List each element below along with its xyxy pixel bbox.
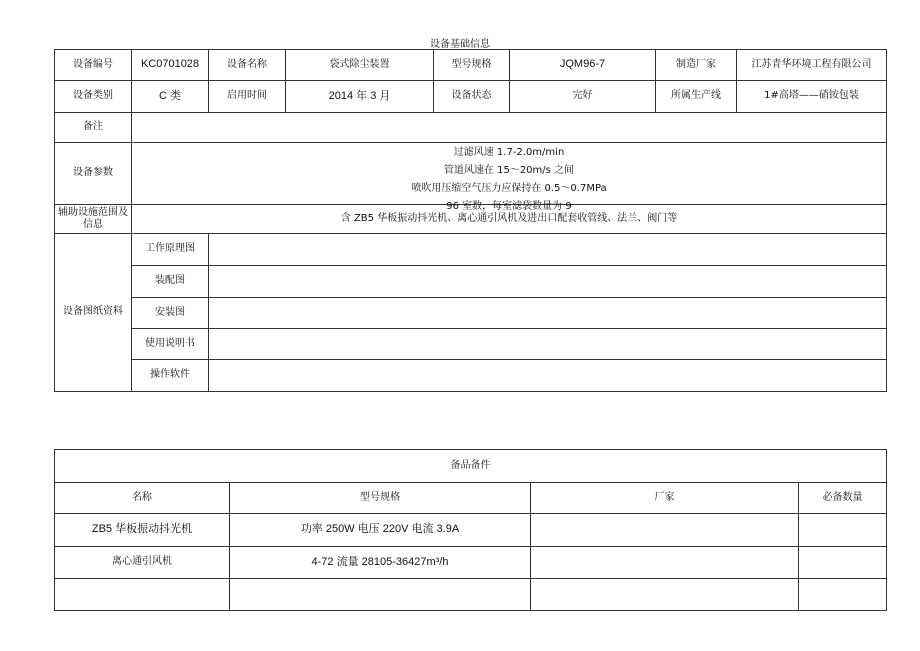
drawing-label-software: 操作软件	[132, 360, 209, 392]
spare-name: 离心通引风机	[55, 547, 230, 579]
value-remark	[132, 113, 887, 143]
equipment-basic-info-table	[54, 49, 887, 392]
label-model-spec: 型号规格	[434, 50, 510, 81]
drawing-value-installation	[209, 298, 887, 329]
document-title: 设备基础信息	[430, 39, 490, 50]
spare-parts-table	[54, 449, 887, 611]
spare-qty	[799, 547, 887, 579]
value-manufacturer: 江苏青华环境工程有限公司	[737, 50, 887, 81]
spares-header-spec: 型号规格	[230, 483, 531, 514]
label-start-date: 启用时间	[209, 81, 286, 113]
spare-qty	[799, 579, 887, 611]
drawing-value-assembly	[209, 266, 887, 298]
label-drawings: 设备图纸资料	[55, 234, 132, 392]
spare-maker	[531, 514, 799, 547]
param-line: 喷吹用压缩空气压力应保持在 0.5～0.7MPa	[411, 183, 607, 194]
label-equipment-params: 设备参数	[55, 143, 132, 205]
label-equipment-code: 设备编号	[55, 50, 132, 81]
drawing-value-software	[209, 360, 887, 392]
spare-maker	[531, 579, 799, 611]
value-start-date: 2014 年 3 月	[286, 81, 434, 113]
spares-header-name: 名称	[55, 483, 230, 514]
spare-spec: 功率 250W 电压 220V 电流 3.9A	[230, 514, 531, 547]
value-equipment-params	[132, 143, 887, 212]
drawing-label-manual: 使用说明书	[132, 329, 209, 360]
param-line: 96 室数，每室滤袋数量为 9	[446, 201, 572, 212]
table-row	[55, 514, 887, 547]
spares-header-maker: 厂家	[531, 483, 799, 514]
spare-name	[55, 579, 230, 611]
spare-name: ZB5 华板振动抖光机	[55, 514, 230, 547]
table-row	[55, 547, 887, 579]
drawing-label-assembly: 装配图	[132, 266, 209, 298]
label-production-line: 所属生产线	[656, 81, 737, 113]
value-equipment-name: 袋式除尘装置	[286, 50, 434, 81]
spares-title: 备品备件	[55, 450, 887, 483]
spare-qty	[799, 514, 887, 547]
drawing-value-manual	[209, 329, 887, 360]
label-equipment-state: 设备状态	[434, 81, 510, 113]
spare-spec: 4-72 流量 28105-36427m³/h	[230, 547, 531, 579]
table-row	[55, 579, 887, 611]
drawing-label-installation: 安装图	[132, 298, 209, 329]
param-line: 过滤风速 1.7-2.0m/min	[453, 147, 565, 158]
spares-header-qty: 必备数量	[799, 483, 887, 514]
label-remark: 备注	[55, 113, 132, 143]
param-line: 管道风速在 15～20m/s 之间	[443, 165, 575, 176]
spare-maker	[531, 547, 799, 579]
drawing-label-principle: 工作原理图	[132, 234, 209, 266]
label-equipment-name: 设备名称	[209, 50, 286, 81]
value-equipment-code: KC0701028	[132, 50, 209, 81]
value-model-spec: JQM96-7	[510, 50, 656, 81]
label-manufacturer: 制造厂家	[656, 50, 737, 81]
label-equipment-type: 设备类别	[55, 81, 132, 113]
spare-spec	[230, 579, 531, 611]
value-production-line: 1#高塔——硝铵包装	[737, 81, 887, 113]
label-aux-facilities: 辅助设施范围及信息	[55, 205, 132, 234]
value-equipment-type: C 类	[132, 81, 209, 113]
drawing-value-principle	[209, 234, 887, 266]
value-equipment-state: 完好	[510, 81, 656, 113]
value-aux-facilities: 含 ZB5 华板振动抖光机、离心通引风机及进出口配套收管线、法兰、阀门等	[132, 205, 887, 234]
